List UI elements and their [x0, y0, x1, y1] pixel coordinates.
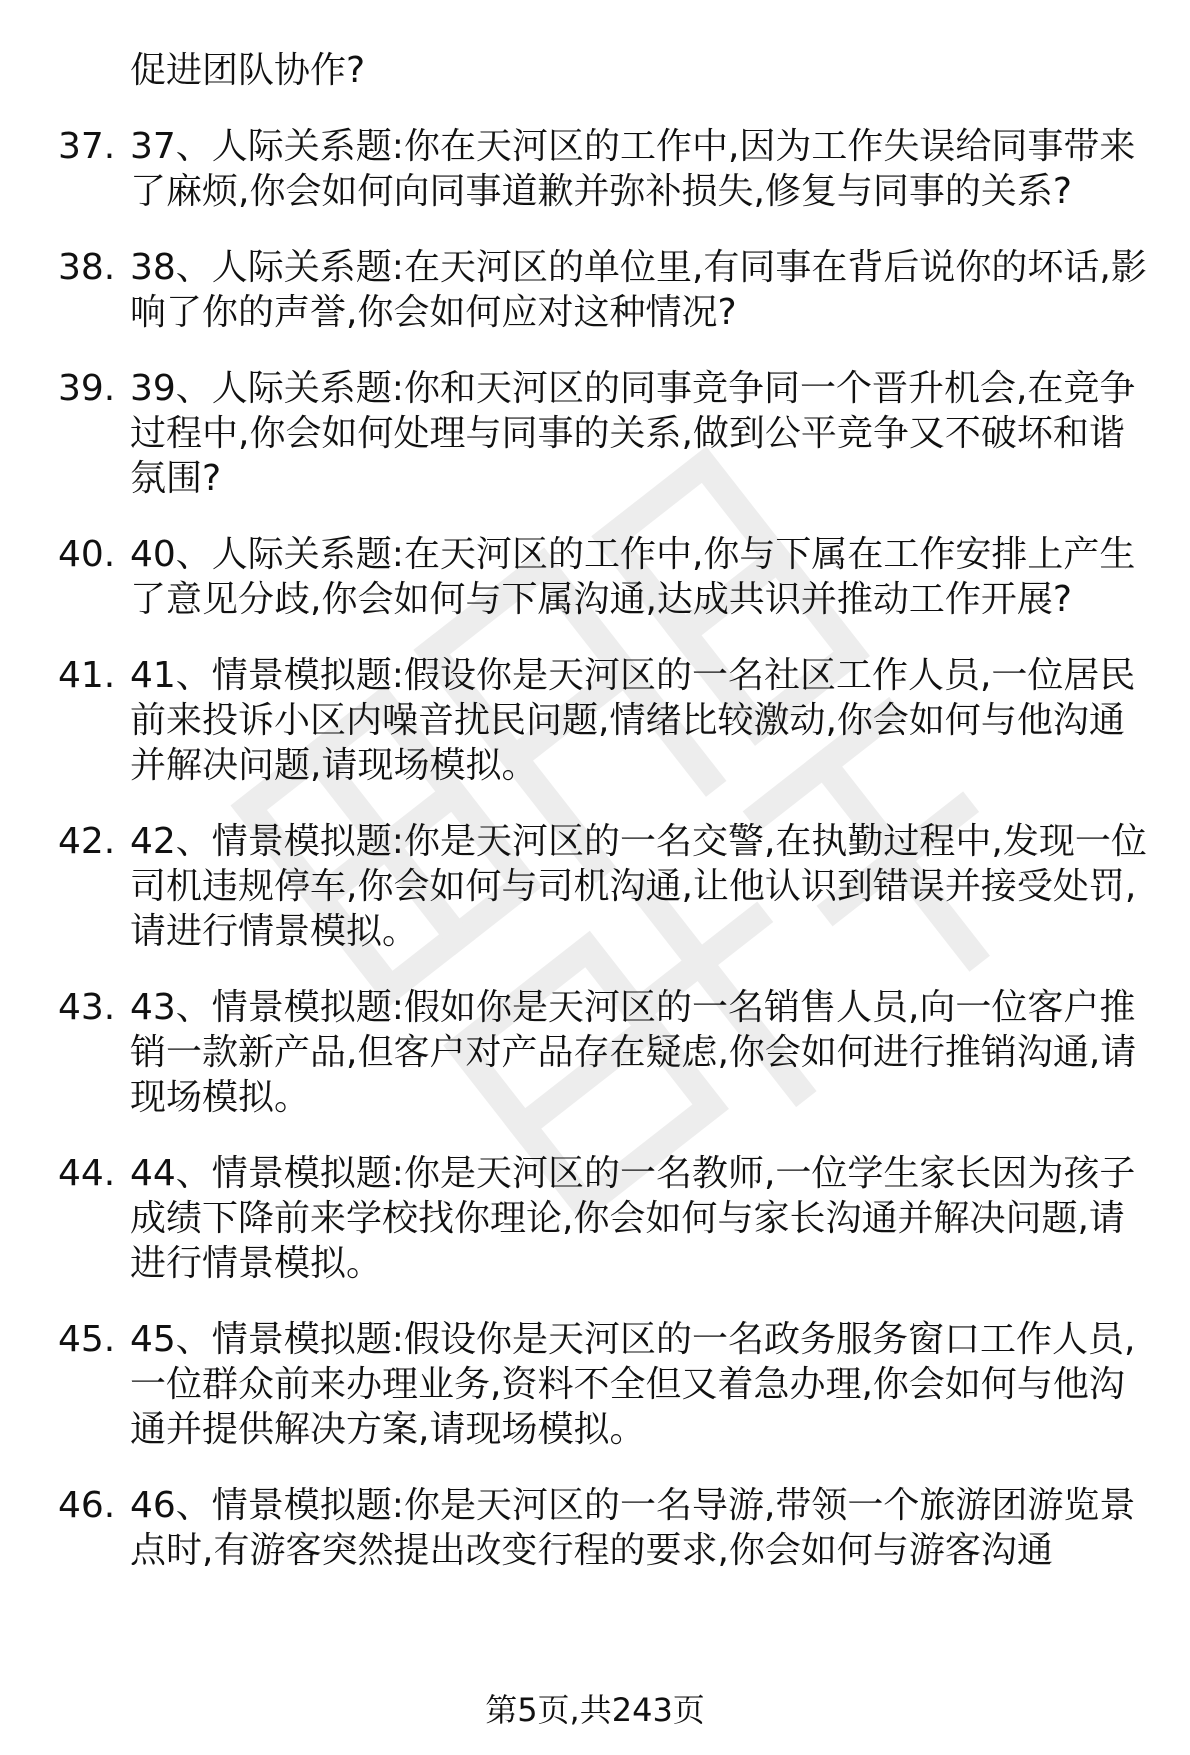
question-text: 37、人际关系题:你在天河区的工作中,因为工作失误给同事带来了麻烦,你会如何向同事道歉并弥补损失,修复与同事的关系? — [130, 126, 1136, 212]
question-text: 46、情景模拟题:你是天河区的一名导游,带领一个旅游团游览景点时,有游客突然提出改变行程的要求,你会如何与游客沟通 — [130, 1485, 1136, 1571]
question-item — [0, 124, 1190, 214]
question-text: 39、人际关系题:你和天河区的同事竞争同一个晋升机会,在竞争过程中,你会如何处理与同事的关系,做到公平竞争又不破坏和谐氛围? — [130, 368, 1136, 499]
question-text: 40、人际关系题:在天河区的工作中,你与下属在工作安排上产生了意见分歧,你会如何与下属沟通,达成共识并推动工作开展? — [130, 534, 1136, 620]
question-item — [0, 532, 1190, 622]
question-item — [0, 1317, 1190, 1452]
question-item — [0, 1483, 1190, 1573]
question-number: 37. — [58, 126, 116, 167]
question-text: 44、情景模拟题:你是天河区的一名教师,一位学生家长因为孩子成绩下降前来学校找你理论,你会如何与家长沟通并解决问题,请进行情景模拟。 — [130, 1153, 1136, 1284]
question-text: 43、情景模拟题:假如你是天河区的一名销售人员,向一位客户推销一款新产品,但客户对产品存在疑虑,你会如何进行推销沟通,请现场模拟。 — [130, 987, 1137, 1118]
question-item — [0, 985, 1190, 1120]
question-text: 41、情景模拟题:假设你是天河区的一名社区工作人员,一位居民前来投诉小区内噪音扰民问题,情绪比较激动,你会如何与他沟通并解决问题,请现场模拟。 — [130, 655, 1136, 786]
question-number: 42. — [58, 821, 116, 862]
question-text: 42、情景模拟题:你是天河区的一名交警,在执勤过程中,发现一位司机违规停车,你会如何与司机沟通,让他认识到错误并接受处罚,请进行情景模拟。 — [130, 821, 1147, 952]
question-text: 38、人际关系题:在天河区的单位里,有同事在背后说你的坏话,影响了你的声誉,你会如何应对这种情况? — [130, 247, 1147, 333]
question-item — [0, 653, 1190, 788]
question-number: 46. — [58, 1485, 116, 1526]
question-number: 44. — [58, 1153, 116, 1194]
question-number: 38. — [58, 247, 116, 288]
question-item — [0, 366, 1190, 501]
question-list — [0, 124, 1190, 1604]
question-item — [0, 819, 1190, 954]
question-item — [0, 245, 1190, 335]
question-number: 39. — [58, 368, 116, 409]
question-number: 40. — [58, 534, 116, 575]
continued-question-text: 促进团队协作? — [130, 50, 366, 91]
question-number: 45. — [58, 1319, 116, 1360]
page-footer: 第5页,共243页 — [485, 1691, 705, 1729]
question-number: 43. — [58, 987, 116, 1028]
question-item — [0, 1151, 1190, 1286]
question-text: 45、情景模拟题:假设你是天河区的一名政务服务窗口工作人员,一位群众前来办理业务,资料不全但又着急办理,你会如何与他沟通并提供解决方案,请现场模拟。 — [130, 1319, 1136, 1450]
question-number: 41. — [58, 655, 116, 696]
